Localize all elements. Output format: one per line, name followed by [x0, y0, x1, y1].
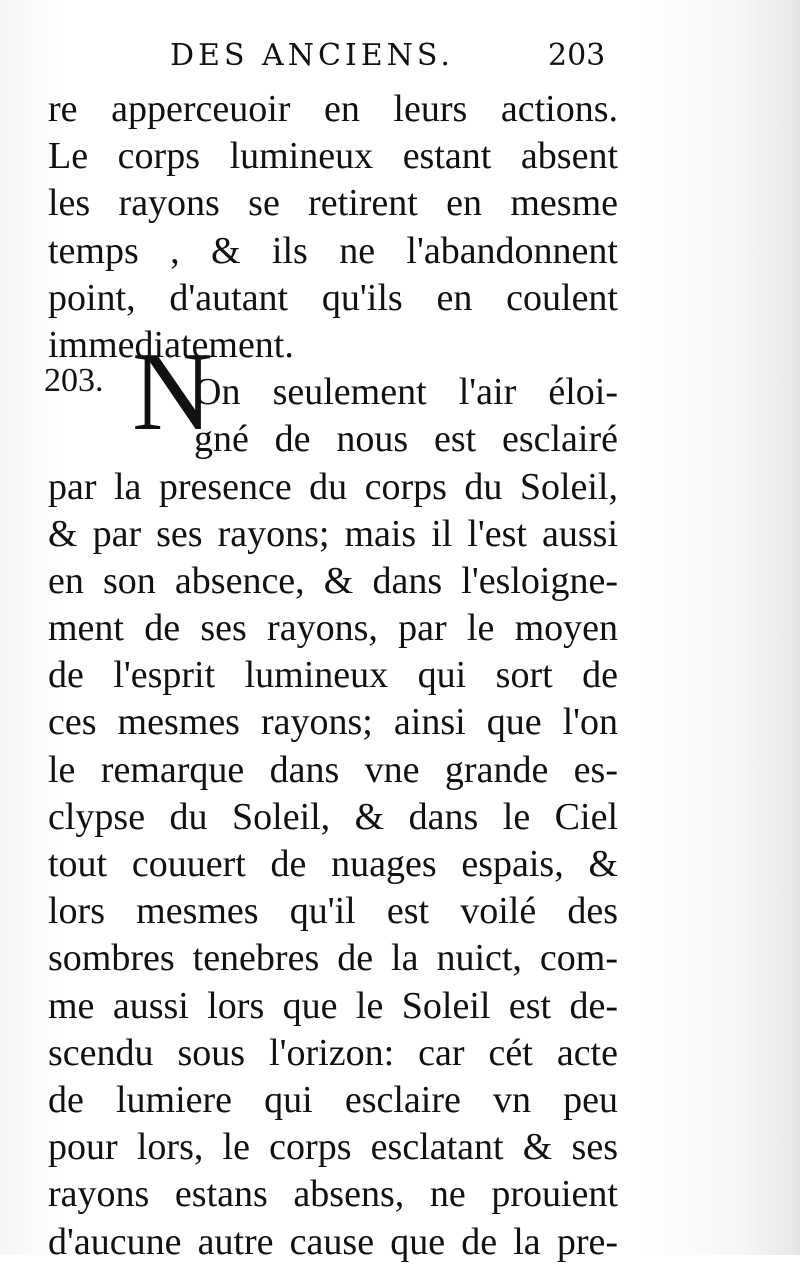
page-edge-shadow: [740, 0, 800, 1255]
text-line: les rayons se retirent en mesme: [48, 182, 618, 225]
text-line: de lumiere qui esclaire vn peu: [48, 1078, 618, 1121]
text-line: de l'esprit lumineux qui sort de: [48, 654, 618, 697]
text-line: pour lors, le corps esclatant & ses: [48, 1126, 618, 1169]
text-line: le remarque dans vne grande es-: [48, 748, 618, 791]
text-line: me aussi lors que le Soleil est de-: [48, 984, 618, 1027]
text-line: ment de ses rayons, par le moyen: [48, 607, 618, 650]
section-number: 203.: [44, 362, 104, 399]
text-line: point, d'autant qu'ils en coulent: [48, 276, 618, 319]
text-line: immediatement.: [48, 323, 294, 366]
text-line: tout couuert de nuages espais, &: [48, 843, 618, 885]
text-line: en son absence, & dans l'esloigne-: [48, 559, 618, 602]
page-number: 203: [548, 38, 606, 73]
text-line: gné de nous est esclairé: [194, 418, 618, 461]
text-line: rayons estans absens, ne prouient: [48, 1173, 618, 1216]
text-line: clypse du Soleil, & dans le Ciel: [48, 795, 618, 838]
text-line: Le corps lumineux estant absent: [48, 135, 618, 178]
body-text: [48, 86, 618, 1266]
text-line: lors mesmes qu'il est voilé des: [48, 890, 618, 933]
text-line: sombres tenebres de la nuict, com-: [48, 937, 618, 980]
text-line: temps , & ils ne l'abandonnent: [48, 229, 618, 272]
drop-cap: N: [132, 330, 213, 454]
text-line: re apperceuoir en leurs actions.: [48, 88, 618, 130]
running-head: DES ANCIENS.: [170, 38, 454, 73]
text-line: scendu sous l'orizon: car cét acte: [48, 1031, 618, 1074]
text-line: d'aucune autre cause que de la pre-: [48, 1220, 618, 1263]
text-line: On seulement l'air éloi-: [194, 371, 618, 414]
text-line: & par ses rayons; mais il l'est aussi: [48, 512, 618, 555]
text-line: par la presence du corps du Soleil,: [48, 465, 618, 508]
text-line: ces mesmes rayons; ainsi que l'on: [48, 701, 618, 744]
